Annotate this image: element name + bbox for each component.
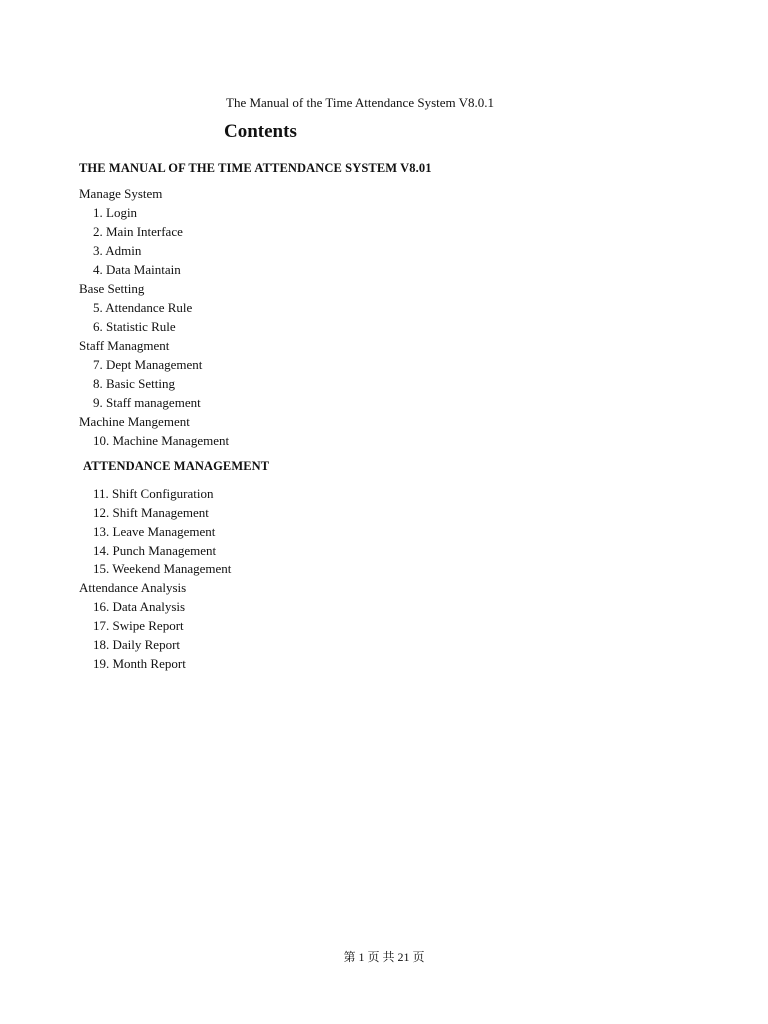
toc-item-swipe-report[interactable]: 17. Swipe Report: [93, 618, 184, 633]
toc-item-admin[interactable]: 3. Admin: [93, 243, 142, 258]
toc-section-attendance-management[interactable]: ATTENDANCE MANAGEMENT: [83, 459, 270, 473]
toc-item-data-analysis[interactable]: 16. Data Analysis: [93, 599, 186, 614]
page-footer: 第 1 页 共 21 页: [343, 950, 425, 964]
toc-item-machine-management[interactable]: 10. Machine Management: [93, 433, 230, 448]
toc-item-login[interactable]: 1. Login: [93, 205, 138, 220]
toc-section-attendance-analysis[interactable]: Attendance Analysis: [79, 580, 187, 595]
toc-item-month-report[interactable]: 19. Month Report: [93, 656, 186, 671]
contents-title: Contents: [224, 121, 297, 142]
running-title: The Manual of the Time Attendance System V8.0.1: [226, 95, 495, 110]
toc-section-base-setting[interactable]: Base Setting: [79, 281, 145, 296]
toc-section-staff-managment[interactable]: Staff Managment: [79, 338, 170, 353]
toc-section-manage-system[interactable]: Manage System: [79, 186, 163, 201]
toc-item-shift-configuration[interactable]: 11. Shift Configuration: [93, 486, 214, 501]
toc-item-data-maintain[interactable]: 4. Data Maintain: [93, 262, 181, 277]
toc-item-attendance-rule[interactable]: 5. Attendance Rule: [93, 300, 193, 315]
toc-main-heading[interactable]: THE MANUAL OF THE TIME ATTENDANCE SYSTEM V8.01: [79, 161, 432, 175]
toc-item-dept-management[interactable]: 7. Dept Management: [93, 357, 203, 372]
toc-section-machine-mangement[interactable]: Machine Mangement: [79, 414, 190, 429]
toc-item-main-interface[interactable]: 2. Main Interface: [93, 224, 183, 239]
toc-item-statistic-rule[interactable]: 6. Statistic Rule: [93, 319, 176, 334]
toc-item-weekend-management[interactable]: 15. Weekend Management: [93, 561, 232, 576]
toc-item-basic-setting[interactable]: 8. Basic Setting: [93, 376, 175, 391]
toc-item-staff-management[interactable]: 9. Staff management: [93, 395, 201, 410]
toc-item-punch-management[interactable]: 14. Punch Management: [93, 543, 217, 558]
toc-item-shift-management[interactable]: 12. Shift Management: [93, 505, 209, 520]
toc-item-leave-management[interactable]: 13. Leave Management: [93, 524, 216, 539]
toc-item-daily-report[interactable]: 18. Daily Report: [93, 637, 181, 652]
